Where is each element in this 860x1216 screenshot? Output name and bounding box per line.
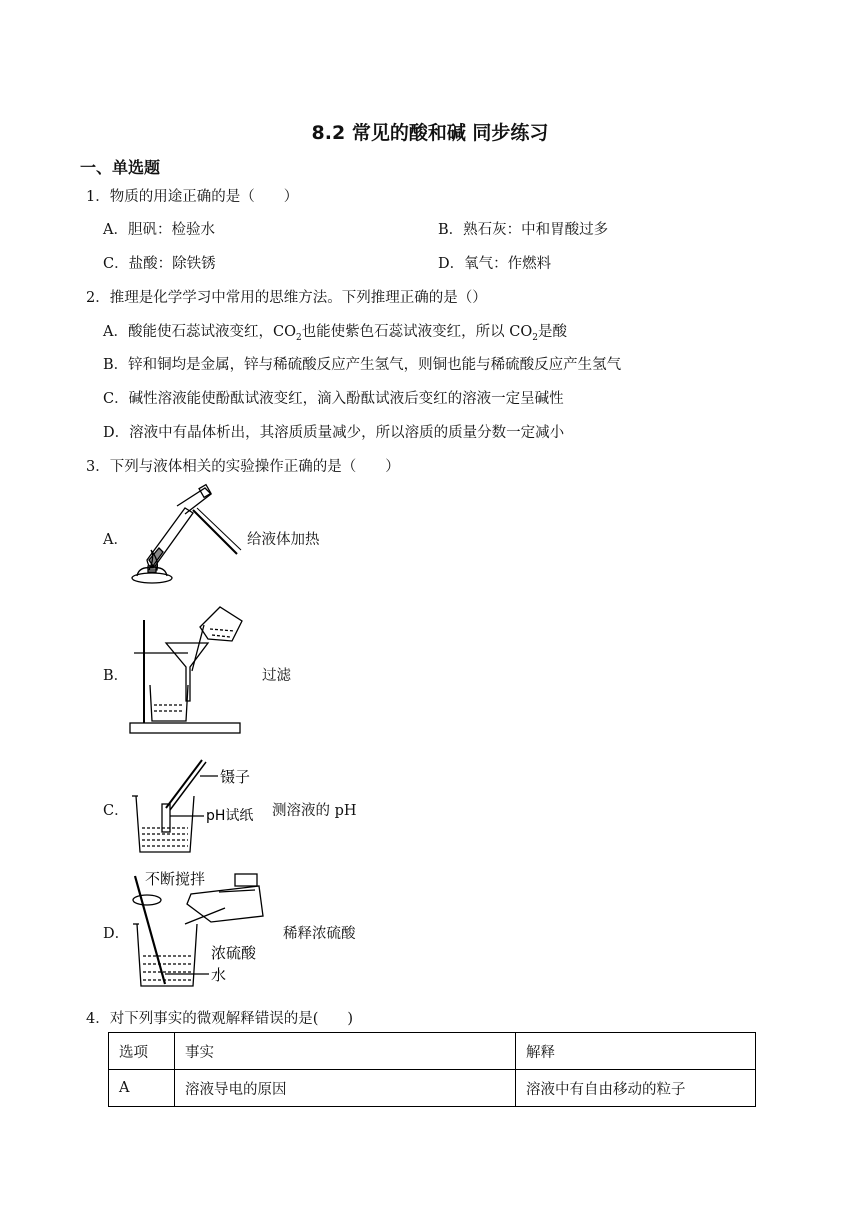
q4-table: [108, 1032, 756, 1107]
table-cell: 溶液导电的原因: [175, 1070, 516, 1107]
table-header-cell: 选项: [109, 1033, 175, 1070]
heating-liquid-figure: [125, 488, 245, 583]
q3-option-a-letter[interactable]: A．: [103, 532, 128, 548]
label-tweezers: 镊子: [220, 768, 251, 786]
q3-option-a-caption: 给液体加热: [247, 532, 320, 548]
q2-option-a[interactable]: [103, 320, 567, 343]
q3-option-d-letter[interactable]: D．: [103, 926, 130, 942]
q2-option-d[interactable]: D．溶液中有晶体析出，其溶质质量减少，所以溶质的质量分数一定减小: [103, 425, 565, 441]
table-row: [109, 1070, 756, 1107]
filtration-figure: [128, 605, 248, 740]
q3-option-b-letter[interactable]: B．: [103, 668, 129, 684]
label-water: 水: [211, 966, 227, 984]
table-header-cell: 解释: [516, 1033, 756, 1070]
label-stir: 不断搅拌: [145, 870, 206, 888]
q3-option-c-caption: 测溶液的 pH: [272, 803, 357, 819]
ph-test-figure: [130, 756, 270, 856]
q1-option-b[interactable]: B．熟石灰：中和胃酸过多: [438, 222, 609, 238]
q2-a-sub-2: 2: [532, 332, 539, 343]
table-cell: 溶液中有自由移动的粒子: [516, 1070, 756, 1107]
label-concentrated-acid: 浓硫酸: [211, 944, 257, 962]
q1-stem: 1．物质的用途正确的是（ ）: [86, 189, 299, 205]
q3-option-c-letter[interactable]: C．: [103, 803, 129, 819]
q2-option-c[interactable]: C．碱性溶液能使酚酞试液变红，滴入酚酞试液后变红的溶液一定呈碱性: [103, 391, 564, 407]
page-title: 8.2 常见的酸和碱 同步练习: [311, 122, 549, 144]
q2-option-b[interactable]: B．锌和铜均是金属，锌与稀硫酸反应产生氢气，则铜也能与稀硫酸反应产生氢气: [103, 357, 622, 373]
q2-stem: 2．推理是化学学习中常用的思维方法。下列推理正确的是（）: [86, 290, 487, 306]
table-cell: A: [109, 1070, 175, 1107]
table-header-cell: 事实: [175, 1033, 516, 1070]
label-ph-paper: pH试纸: [206, 808, 254, 824]
table-header-row: [109, 1033, 756, 1070]
q3-option-d-caption: 稀释浓硫酸: [283, 926, 356, 942]
section-heading: 一、单选题: [80, 158, 161, 177]
q2-a-text-2: 也能使紫色石蕊试液变红，所以 CO: [301, 324, 533, 340]
q1-option-c[interactable]: C．盐酸：除铁锈: [103, 256, 216, 272]
q1-option-a[interactable]: A．胆矾：检验水: [103, 222, 215, 238]
q2-a-text-3: 是酸: [538, 324, 568, 340]
q2-a-text-1: A．酸能使石蕊试液变红，CO: [103, 324, 296, 340]
q3-stem: 3．下列与液体相关的实验操作正确的是（ ）: [86, 459, 400, 475]
q2-a-sub-1: 2: [295, 332, 302, 343]
q1-option-d[interactable]: D．氧气：作燃料: [438, 256, 552, 272]
dilute-acid-figure: [125, 868, 270, 990]
q3-option-b-caption: 过滤: [262, 668, 291, 684]
q4-stem: 4．对下列事实的微观解释错误的是( ): [86, 1011, 354, 1027]
